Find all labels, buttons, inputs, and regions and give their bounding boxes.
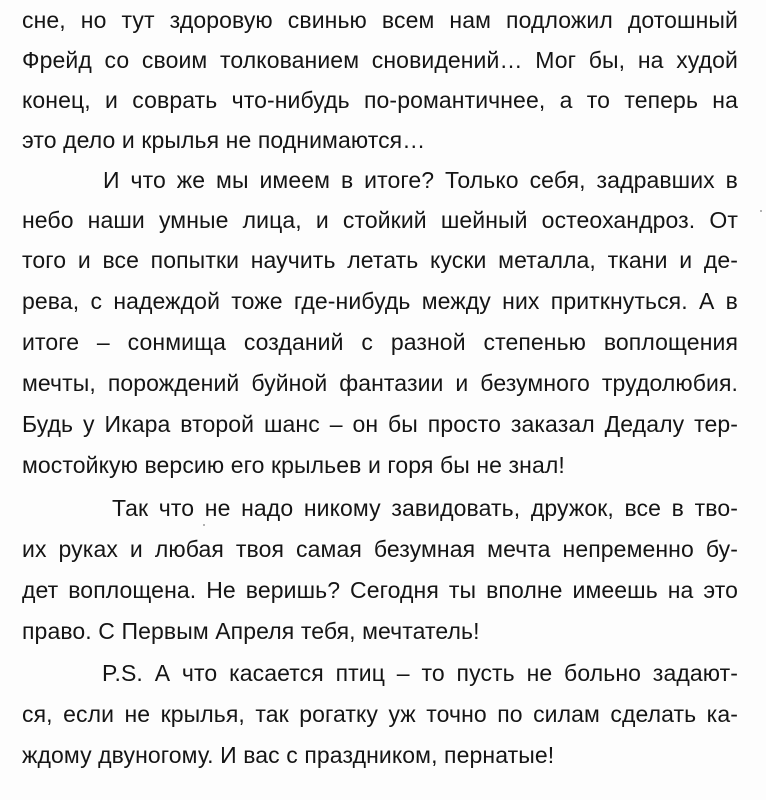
text-line: Будь у Икара второй шанс – он бы просто заказал Дедалу тер- [22,411,738,437]
text-line: того и все попытки научить летать куски металла, ткани и де- [22,247,738,273]
text-line: это дело и крылья не поднимаются… [22,127,426,153]
text-line: рева, с надеждой тоже где-нибудь между них приткнуться. А в [22,288,738,314]
text-line: конец, и соврать что-нибудь по-романтичнее, а то теперь на [22,87,738,113]
text-line: их руках и любая твоя самая безумная мечта непременно бу- [22,536,738,562]
text-line: мечты, порождений буйной фантазии и безумного трудолюбия. [22,370,738,396]
text-line: И что же мы имеем в итоге? Только себя, задравших в [103,167,738,193]
text-line: небо наши умные лица, и стойкий шейный остеохандроз. От [22,207,738,233]
text-line: итоге – сонмища созданий с разной степенью воплощения [22,329,738,355]
text-line: сне, но тут здоровую свинью всем нам подложил дотошный [22,7,738,33]
text-line: ждому двуногому. И вас с праздником, пернатые! [22,742,555,768]
text-line: право. С Первым Апреля тебя, мечтатель! [22,618,480,644]
text-line: дет воплощена. Не веришь? Сегодня ты вполне имеешь на это [22,577,738,603]
text-line: P.S. А что касается птиц – то пусть не больно задают- [102,660,738,686]
scan-speck [203,524,205,526]
scan-speck [760,210,762,212]
text-line: Фрейд со своим толкованием сновидений… Мог бы, на худой [22,47,738,73]
text-line: ся, если не крылья, так рогатку уж точно по силам сделать ка- [22,701,738,727]
text-line: Так что не надо никому завидовать, дружок, все в тво- [112,495,738,521]
text-line: мостойкую версию его крыльев и горя бы не знал! [22,452,565,478]
